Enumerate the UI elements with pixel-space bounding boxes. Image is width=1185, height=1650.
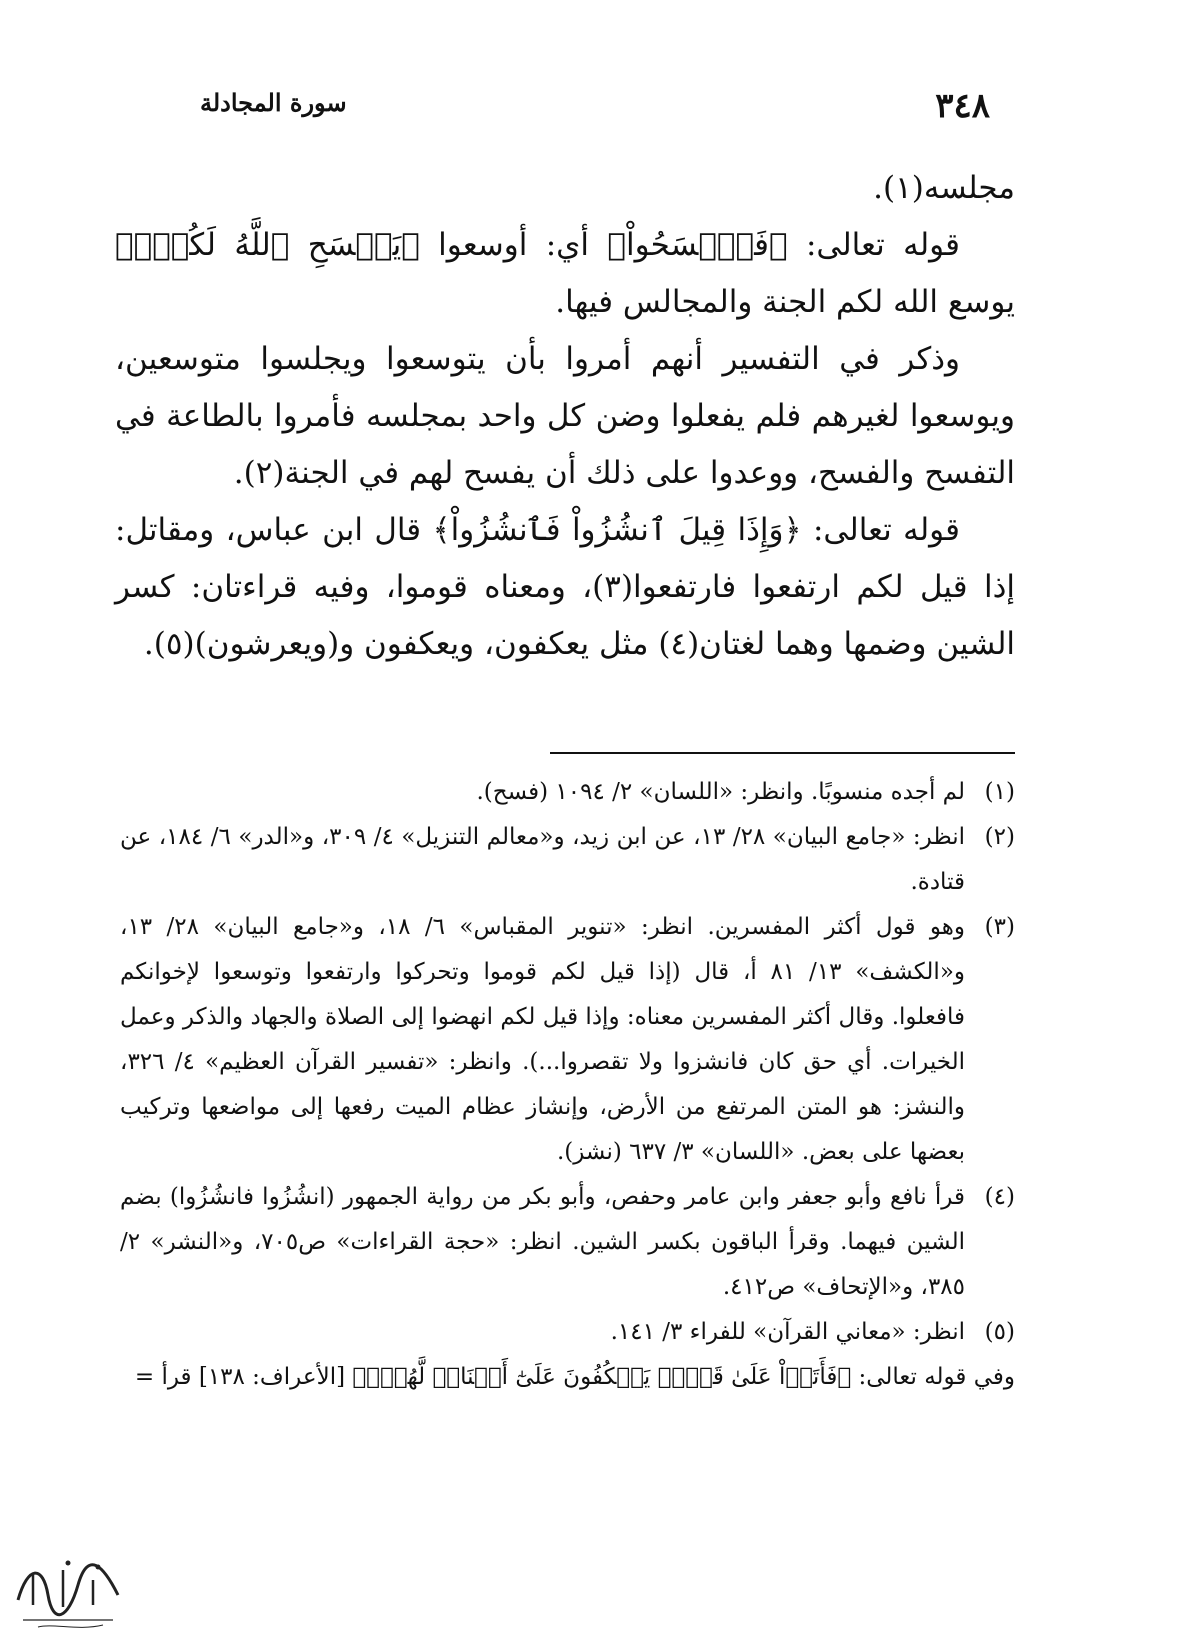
footnote-number: (١)	[984, 779, 1015, 805]
calligraphy-logo-icon	[8, 1545, 128, 1635]
watermark-logo	[8, 1545, 128, 1635]
main-text	[115, 160, 1015, 673]
footnote	[120, 770, 1015, 815]
footnote-number: (٤)	[984, 1184, 1015, 1210]
footnote-text: وهو قول أكثر المفسرين. انظر: «تنوير المقباس» ٦/ ١٨، و«جامع البيان» ٢٨/ ١٣، و«الكشف» ١٣/ ٨١ أ، قال (إذا قيل لكم قوموا وتحركوا وارتفعوا وتوسعوا لإخوانكم فافعلوا. وقال أكثر المفسرين معناه: وإذا قيل لكم انهضوا إلى الصلاة والجهاد والذكر وعمل الخيرات. أي حق كان فانشزوا ولا تقصروا...). وانظر: «تفسير القرآن العظيم» ٤/ ٣٢٦، والنشز: هو المتن المرتفع من الأرض، وإنشاز عظام الميت رفعها إلى مواضعها وتركيب بعضها على بعض. «اللسان» ٣/ ٦٣٧ (نشز).	[120, 914, 966, 1165]
page-number: ٣٤٨	[935, 86, 990, 126]
paragraph: مجلسه(١).	[873, 170, 1015, 206]
paragraph: قوله تعالى: ﴿وَإِذَا قِيلَ ٱنشُزُواْ فَٱنشُزُواْ﴾ قال ابن عباس، ومقاتل: إذا قيل لكم ارتفعوا فارتفعوا(٣)، ومعناه قوموا، وفيه قراءتان: كسر الشين وضمها وهما لغتان(٤) مثل يعكفون، ويعكفون و(ويعرشون)(٥).	[115, 512, 1015, 662]
paragraph: وذكر في التفسير أنهم أمروا بأن يتوسعوا ويجلسوا متوسعين، ويوسعوا لغيرهم فلم يفعلوا وضن كل واحد بمجلسه فأمروا بالطاعة في التفسح والفسح، ووعدوا على ذلك أن يفسح لهم في الجنة(٢).	[115, 341, 1015, 491]
footnote-text: قرأ نافع وأبو جعفر وابن عامر وحفص، وأبو بكر من رواية الجمهور (انشُزُوا فانشُزُوا) بضم الشين فيهما. وقرأ الباقون بكسر الشين. انظر: «حجة القراءات» ص٧٠٥، و«النشر» ٢/ ٣٨٥، و«الإتحاف» ص٤١٢.	[120, 1184, 966, 1300]
page-header	[170, 78, 1010, 138]
footnote-continuation: وفي قوله تعالى: ﴿فَأَتَوۡاْ عَلَىٰ قَوۡمٖ يَعۡكُفُونَ عَلَىٰٓ أَصۡنَامٖ لَّهُمۡۚ﴾ [الأعراف: ١٣٨] قرأ =	[134, 1364, 1015, 1390]
footnote	[120, 1310, 1015, 1355]
footnote	[120, 905, 1015, 1175]
footnote-separator	[550, 752, 1015, 754]
footnote-number: (٢)	[984, 824, 1015, 850]
footnote-text: انظر: «جامع البيان» ٢٨/ ١٣، عن ابن زيد، و«معالم التنزيل» ٤/ ٣٠٩، و«الدر» ٦/ ١٨٤، عن قتادة.	[120, 824, 966, 895]
footnote-number: (٣)	[984, 914, 1015, 940]
footnotes	[120, 770, 1015, 1400]
footnote-text: انظر: «معاني القرآن» للفراء ٣/ ١٤١.	[610, 1319, 965, 1345]
footnote	[120, 1175, 1015, 1310]
footnote-text: لم أجده منسوبًا. وانظر: «اللسان» ٢/ ١٠٩٤ (فسح).	[476, 779, 965, 805]
surah-title: سورة المجادلة	[200, 88, 347, 117]
footnote	[120, 815, 1015, 905]
footnote-number: (٥)	[984, 1319, 1015, 1345]
paragraph: قوله تعالى: ﴿فَٱفۡسَحُواْ﴾ أي: أوسعوا ﴿يَفۡسَحِ ٱللَّهُ لَكُمۡۖ﴾ يوسع الله لكم الجنة والمجالس فيها.	[115, 227, 1015, 320]
